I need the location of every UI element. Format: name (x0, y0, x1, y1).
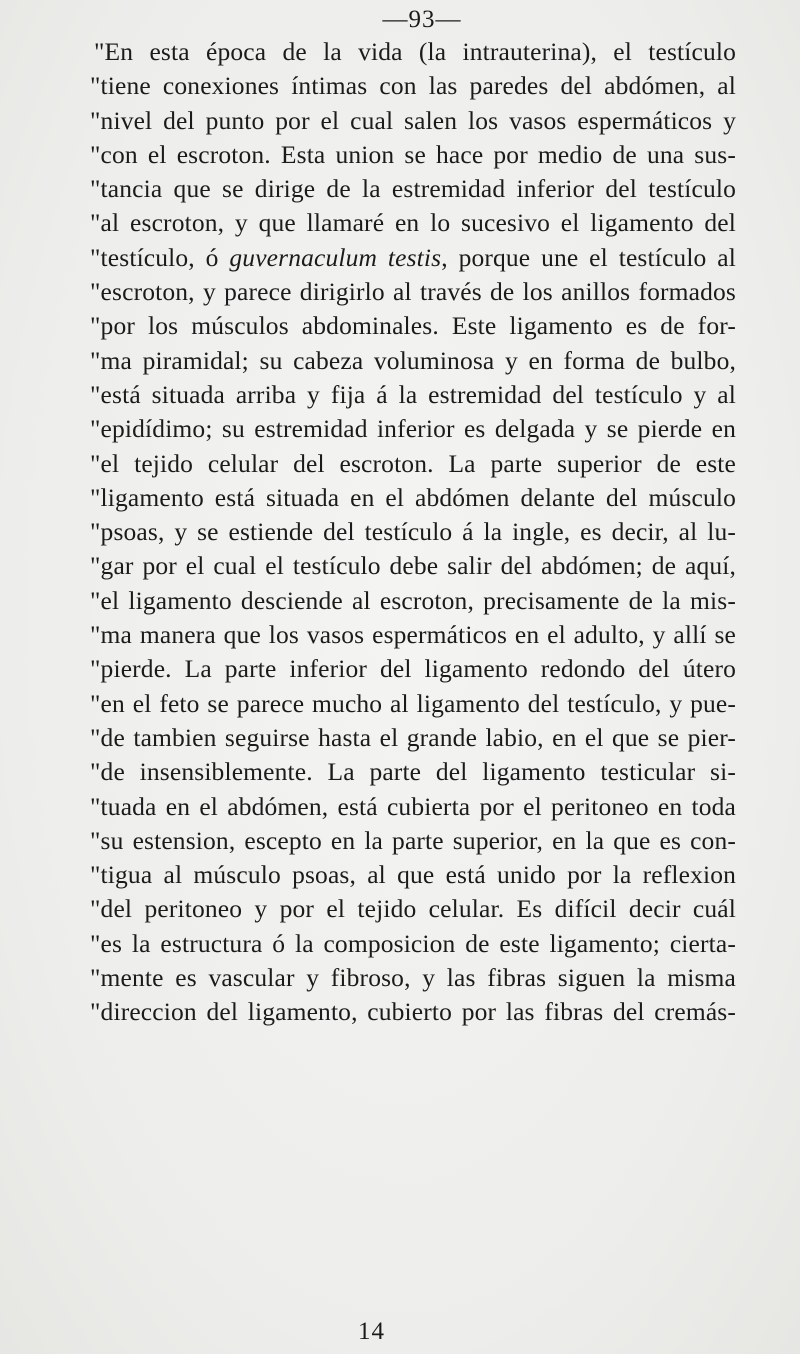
text-line: "mente es vascular y fibroso, y las fibras siguen la misma (90, 963, 736, 993)
text-line: "el tejido celular del escroton. La parte superior de este (90, 448, 736, 478)
text-line: "del peritoneo y por el tejido celular. Es difícil decir cuál (90, 894, 736, 924)
text-line: "nivel del punto por el cual salen los vasos espermáticos y (90, 105, 736, 135)
text-line: "al escroton, y que llamaré en lo sucesivo el ligamento del (90, 208, 736, 238)
text-line: "su estension, escepto en la parte superior, en la que es con- (90, 825, 736, 855)
text-line: "psoas, y se estiende del testículo á la ingle, es decir, al lu- (90, 517, 736, 547)
page-number: —93— (382, 6, 462, 33)
signature-mark: 14 (358, 1318, 385, 1345)
text-segment: , porque une el testículo al (441, 242, 736, 272)
body-text (90, 35, 736, 1030)
text-line: "tigua al músculo psoas, al que está unido por la reflexion (90, 860, 736, 890)
text-line: "es la estructura ó la composicion de este ligamento; cierta- (90, 928, 736, 958)
text-line (90, 241, 736, 275)
text-line: "el ligamento desciende al escroton, precisamente de la mis- (90, 585, 736, 615)
text-line: "en el feto se parece mucho al ligamento del testículo, y pue- (90, 688, 736, 718)
text-line: "tiene conexiones íntimas con las paredes del abdómen, al (90, 71, 736, 101)
text-line: "epidídimo; su estremidad inferior es delgada y se pierde en (90, 414, 736, 444)
text-line: "En esta época de la vida (la intrauterina), el testículo (94, 37, 736, 66)
text-line: "con el escroton. Esta union se hace por medio de una sus- (90, 139, 736, 169)
text-line: "escroton, y parece dirigirlo al través de los anillos formados (90, 277, 736, 307)
text-segment: "testículo, ó (90, 242, 230, 272)
text-line: "direccion del ligamento, cubierto por las fibras del cremás- (90, 997, 736, 1027)
text-line: "tuada en el abdómen, está cubierta por el peritoneo en toda (90, 791, 736, 821)
text-line: "ma piramidal; su cabeza voluminosa y en forma de bulbo, (90, 345, 736, 375)
text-line: "de insensiblemente. La parte del ligamento testicular si- (90, 757, 736, 787)
text-line: "está situada arriba y fija á la estremidad del testículo y al (90, 379, 736, 409)
text-line: "pierde. La parte inferior del ligamento redondo del útero (90, 654, 736, 684)
text-line: "tancia que se dirige de la estremidad inferior del testículo (90, 174, 736, 204)
text-line: "ligamento está situada en el abdómen delante del músculo (90, 482, 736, 512)
text-line: "de tambien seguirse hasta el grande labio, en el que se pier- (90, 722, 736, 752)
text-line: "ma manera que los vasos espermáticos en el adulto, y allí se (90, 620, 736, 650)
text-line: "gar por el cual el testículo debe salir del abdómen; de aquí, (90, 551, 736, 581)
text-line: "por los músculos abdominales. Este ligamento es de for- (90, 311, 736, 341)
latin-term: guvernaculum testis (229, 242, 442, 272)
